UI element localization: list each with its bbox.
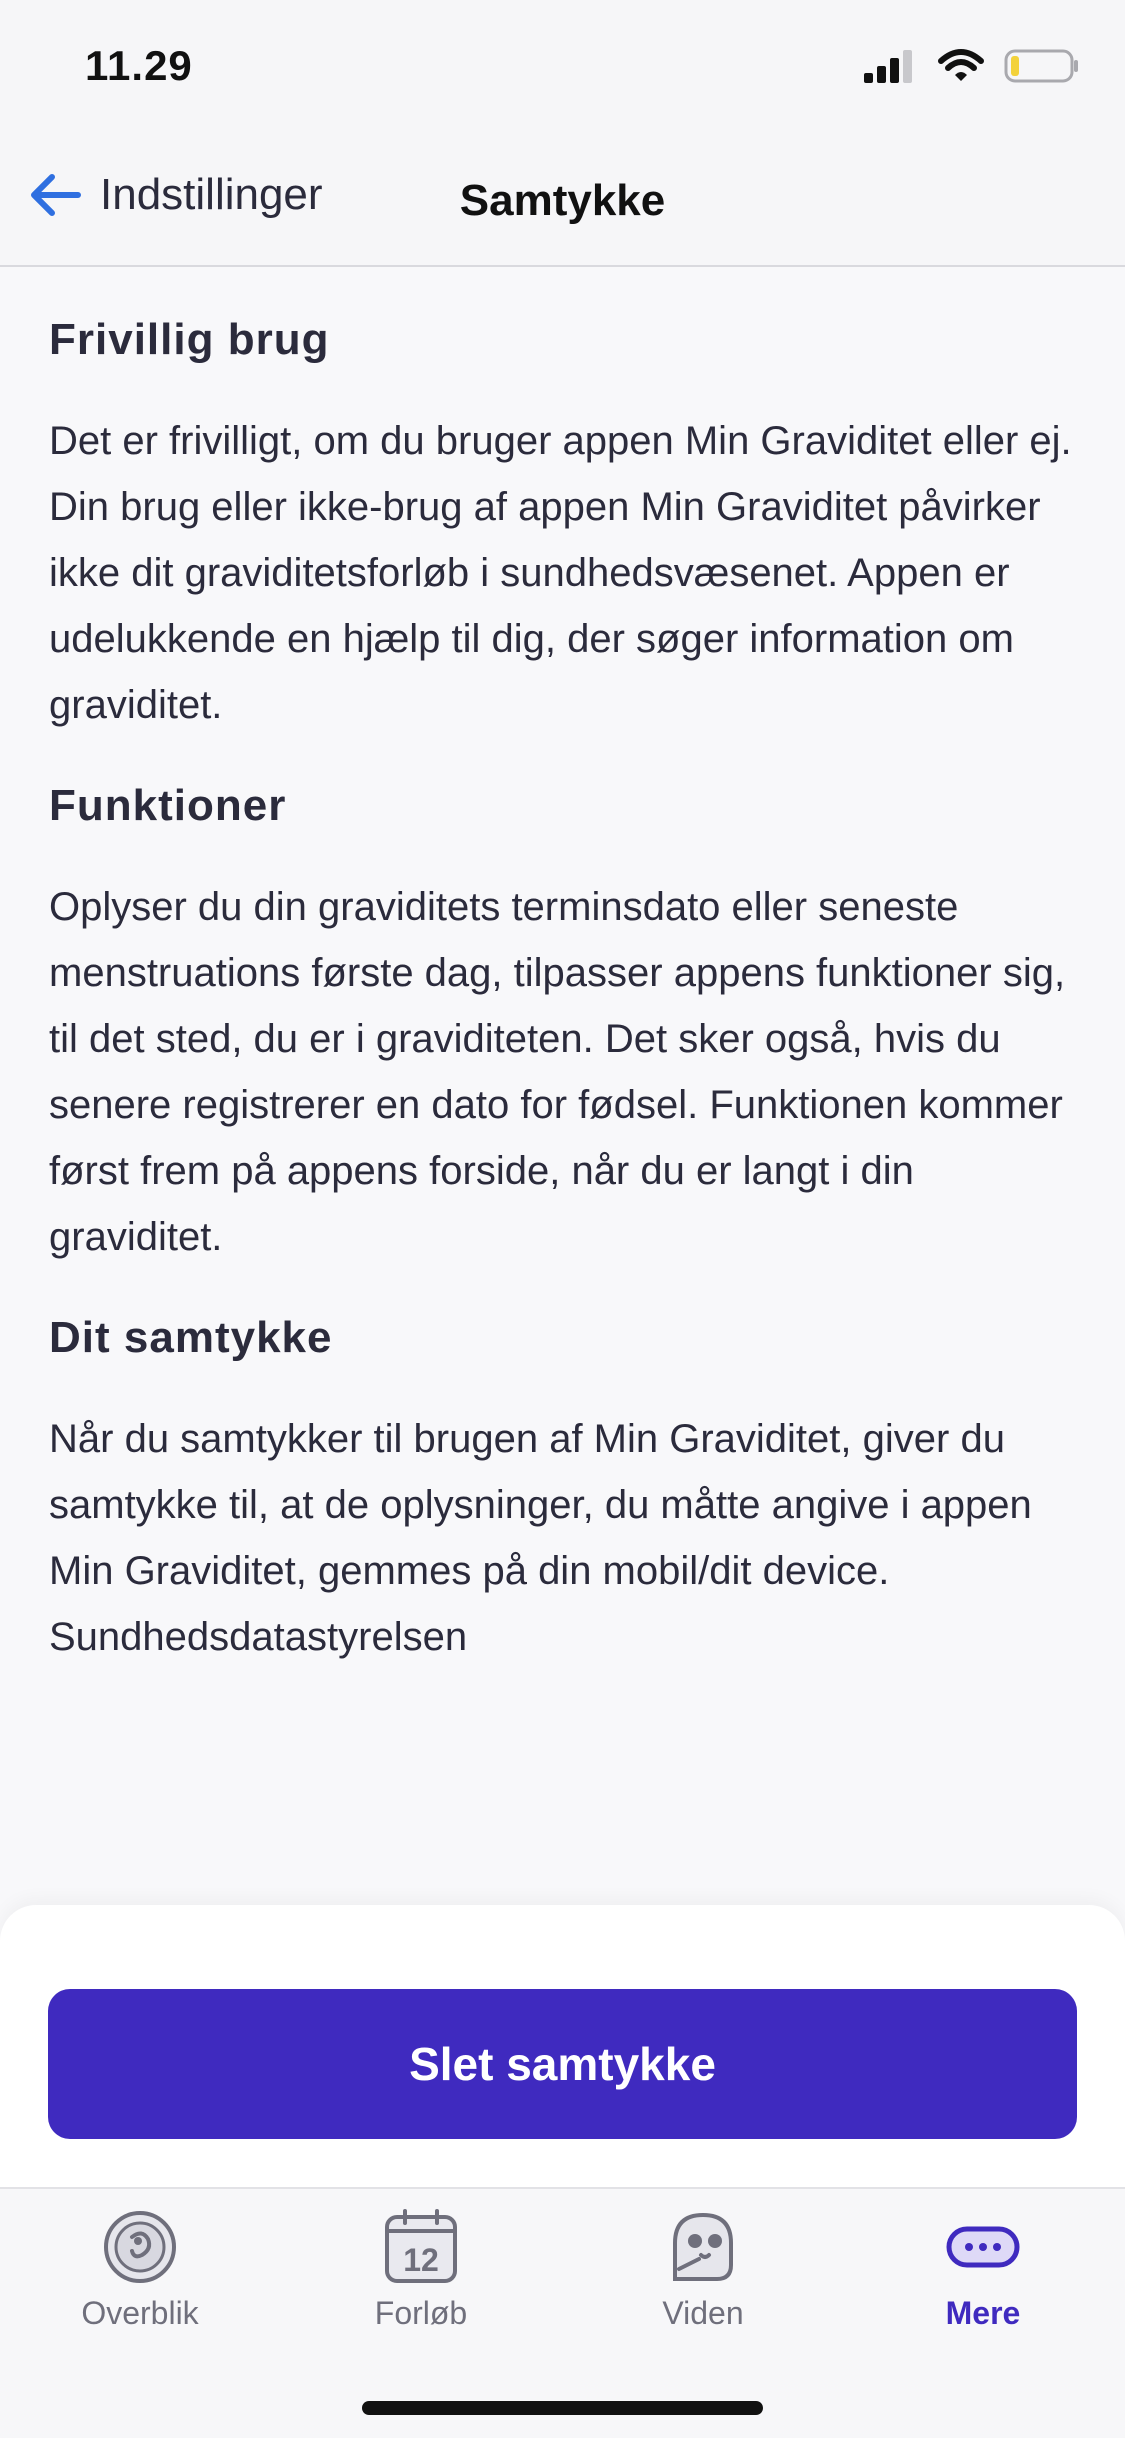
back-button-label: Indstillinger <box>100 170 323 219</box>
section-body: Oplyser du din graviditets terminsdato eller seneste menstruations første dag, tilpasser appens funktioner sig, til det sted, du er i graviditeten. Det sker også, hvis du senere registrerer en dato for fødsel. Funktionen kommer først frem på appens forside, når du er langt i din graviditet. <box>49 885 1066 1259</box>
action-sheet <box>0 1905 1125 2187</box>
status-time: 11.29 <box>85 42 193 89</box>
status-bar <box>0 0 1125 140</box>
cellular-signal-icon <box>862 49 918 83</box>
tab-label: Viden <box>662 2295 744 2331</box>
tab-viden[interactable] <box>593 2209 813 2359</box>
tab-label: Overblik <box>81 2295 199 2331</box>
section-body: Det er frivilligt, om du bruger appen Min Graviditet eller ej. Din brug eller ikke-brug af appen Min Graviditet påvirker ikke dit graviditetsforløb i sundhedsvæsenet. Appen er udelukkende en hjælp til dig, der søger information om graviditet. <box>49 419 1072 727</box>
wifi-icon <box>938 49 984 83</box>
nav-bar <box>0 140 1125 267</box>
section-heading: Funktioner <box>49 781 287 830</box>
section-heading: Dit samtykke <box>49 1313 333 1362</box>
delete-consent-button[interactable]: Slet samtykke <box>48 1989 1077 2139</box>
tab-label: Forløb <box>374 2295 468 2331</box>
home-indicator <box>362 2401 763 2415</box>
section-heading: Frivillig brug <box>49 315 330 364</box>
overview-icon <box>102 2209 178 2285</box>
tab-mere[interactable] <box>873 2209 1093 2359</box>
page-title: Samtykke <box>459 176 666 225</box>
status-icons <box>862 48 1080 84</box>
tab-bar <box>0 2187 1125 2438</box>
more-icon <box>945 2209 1021 2285</box>
section-body: Når du samtykker til brugen af Min Graviditet, giver du samtykke til, at de oplysninger, du måtte angive i appen Min Graviditet, gemmes på din mobil/dit device. Sundhedsdatastyrelsen <box>49 1417 1032 1659</box>
tab-label: Mere <box>945 2295 1021 2331</box>
battery-icon <box>1004 48 1080 84</box>
calendar-day: 12 <box>403 2242 439 2278</box>
consent-content[interactable] <box>0 267 1125 1907</box>
tab-forlob[interactable] <box>311 2209 531 2359</box>
tab-overblik[interactable] <box>30 2209 250 2359</box>
consent-text <box>49 210 1079 1710</box>
knowledge-icon <box>665 2209 741 2285</box>
calendar-icon <box>383 2209 459 2285</box>
